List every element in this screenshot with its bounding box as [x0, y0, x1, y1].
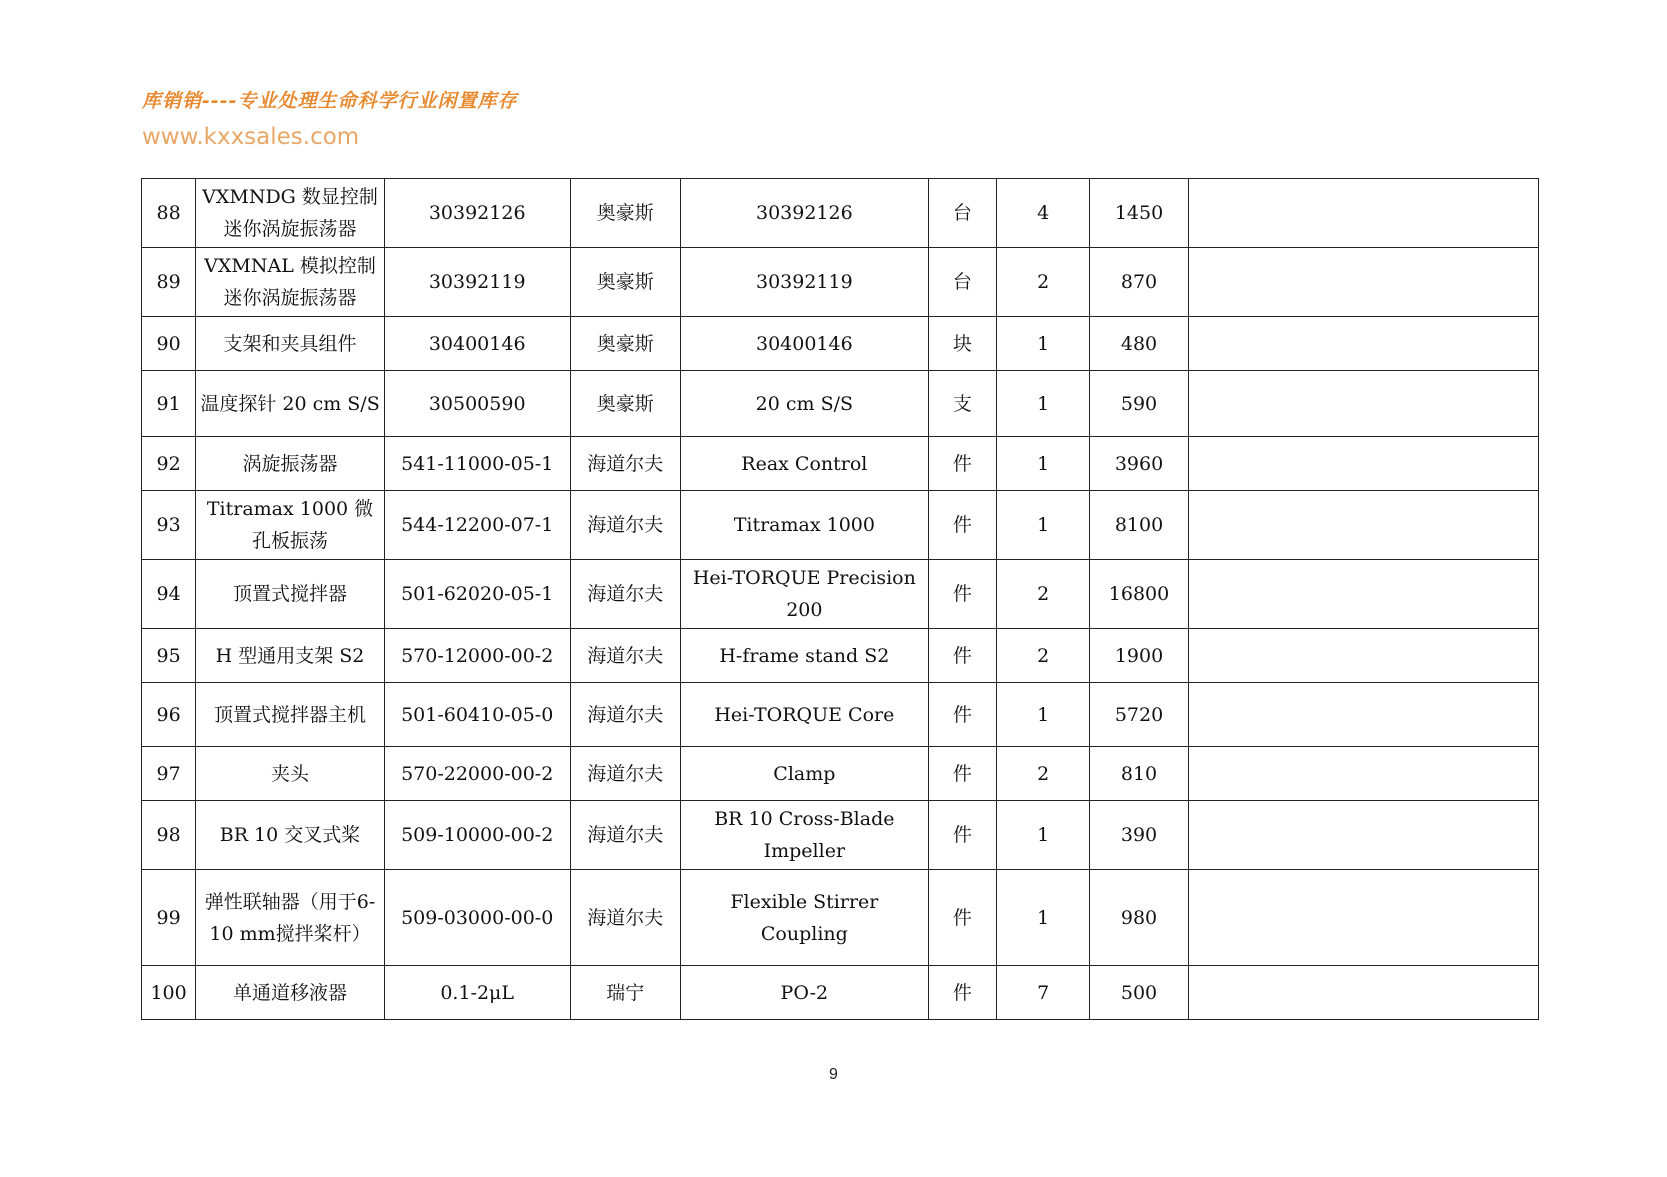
- product-code: 0.1-2μL: [384, 966, 570, 1020]
- table-row: [142, 179, 1539, 248]
- row-number: 98: [142, 801, 196, 870]
- table-row: [142, 870, 1539, 966]
- model: Titramax 1000: [680, 491, 928, 560]
- price: 5720: [1090, 683, 1188, 747]
- quantity: 1: [997, 371, 1090, 437]
- table-row: [142, 629, 1539, 683]
- model: 30392119: [680, 248, 928, 317]
- unit: 件: [928, 437, 996, 491]
- price: 16800: [1090, 560, 1188, 629]
- product-name: 弹性联轴器（用于6-10 mm搅拌桨杆）: [196, 870, 385, 966]
- product-name: 顶置式搅拌器: [196, 560, 385, 629]
- table-row: [142, 747, 1539, 801]
- brand: 海道尔夫: [570, 629, 680, 683]
- product-code: 30500590: [384, 371, 570, 437]
- price: 3960: [1090, 437, 1188, 491]
- unit: 件: [928, 966, 996, 1020]
- quantity: 2: [997, 248, 1090, 317]
- brand: 奥豪斯: [570, 248, 680, 317]
- website-url: www.kxxsales.com: [142, 124, 360, 150]
- product-name: VXMNAL 模拟控制迷你涡旋振荡器: [196, 248, 385, 317]
- table-row: [142, 966, 1539, 1020]
- unit: 件: [928, 560, 996, 629]
- note: [1188, 870, 1538, 966]
- model: Hei-TORQUE Precision 200: [680, 560, 928, 629]
- note: [1188, 491, 1538, 560]
- table-row: [142, 317, 1539, 371]
- price: 590: [1090, 371, 1188, 437]
- price: 1900: [1090, 629, 1188, 683]
- unit: 件: [928, 491, 996, 560]
- product-name: 单通道移液器: [196, 966, 385, 1020]
- row-number: 90: [142, 317, 196, 371]
- brand: 海道尔夫: [570, 437, 680, 491]
- quantity: 1: [997, 870, 1090, 966]
- quantity: 2: [997, 560, 1090, 629]
- table-row: [142, 683, 1539, 747]
- row-number: 94: [142, 560, 196, 629]
- row-number: 93: [142, 491, 196, 560]
- row-number: 96: [142, 683, 196, 747]
- product-name: 支架和夹具组件: [196, 317, 385, 371]
- quantity: 1: [997, 491, 1090, 560]
- product-code: 30400146: [384, 317, 570, 371]
- brand: 海道尔夫: [570, 801, 680, 870]
- product-code: 509-03000-00-0: [384, 870, 570, 966]
- price: 980: [1090, 870, 1188, 966]
- note: [1188, 437, 1538, 491]
- product-name: H 型通用支架 S2: [196, 629, 385, 683]
- model: Reax Control: [680, 437, 928, 491]
- brand: 海道尔夫: [570, 683, 680, 747]
- quantity: 1: [997, 683, 1090, 747]
- row-number: 99: [142, 870, 196, 966]
- note: [1188, 317, 1538, 371]
- quantity: 1: [997, 317, 1090, 371]
- table-row: [142, 437, 1539, 491]
- product-code: 501-60410-05-0: [384, 683, 570, 747]
- quantity: 2: [997, 747, 1090, 801]
- row-number: 92: [142, 437, 196, 491]
- table-row: [142, 371, 1539, 437]
- price: 810: [1090, 747, 1188, 801]
- note: [1188, 801, 1538, 870]
- note: [1188, 966, 1538, 1020]
- unit: 台: [928, 248, 996, 317]
- unit: 台: [928, 179, 996, 248]
- brand: 奥豪斯: [570, 179, 680, 248]
- brand: 海道尔夫: [570, 491, 680, 560]
- table-row: [142, 560, 1539, 629]
- unit: 件: [928, 870, 996, 966]
- model: Clamp: [680, 747, 928, 801]
- brand: 瑞宁: [570, 966, 680, 1020]
- price: 500: [1090, 966, 1188, 1020]
- price: 480: [1090, 317, 1188, 371]
- quantity: 4: [997, 179, 1090, 248]
- product-code: 570-12000-00-2: [384, 629, 570, 683]
- note: [1188, 747, 1538, 801]
- unit: 件: [928, 629, 996, 683]
- model: Flexible Stirrer Coupling: [680, 870, 928, 966]
- note: [1188, 629, 1538, 683]
- brand: 海道尔夫: [570, 870, 680, 966]
- unit: 件: [928, 801, 996, 870]
- price: 1450: [1090, 179, 1188, 248]
- row-number: 97: [142, 747, 196, 801]
- product-name: VXMNDG 数显控制迷你涡旋振荡器: [196, 179, 385, 248]
- brand: 奥豪斯: [570, 371, 680, 437]
- table-row: [142, 801, 1539, 870]
- model: PO-2: [680, 966, 928, 1020]
- row-number: 89: [142, 248, 196, 317]
- product-code: 30392119: [384, 248, 570, 317]
- unit: 支: [928, 371, 996, 437]
- product-name: 顶置式搅拌器主机: [196, 683, 385, 747]
- product-name: 涡旋振荡器: [196, 437, 385, 491]
- product-name: 温度探针 20 cm S/S: [196, 371, 385, 437]
- model: Hei-TORQUE Core: [680, 683, 928, 747]
- header-title: 库销销----专业处理生命科学行业闲置库存: [142, 90, 518, 112]
- price: 390: [1090, 801, 1188, 870]
- page-number: 9: [829, 1066, 838, 1083]
- product-code: 30392126: [384, 179, 570, 248]
- model: 30400146: [680, 317, 928, 371]
- product-code: 501-62020-05-1: [384, 560, 570, 629]
- product-code: 509-10000-00-2: [384, 801, 570, 870]
- product-code: 544-12200-07-1: [384, 491, 570, 560]
- unit: 件: [928, 683, 996, 747]
- product-name: 夹头: [196, 747, 385, 801]
- note: [1188, 560, 1538, 629]
- brand: 奥豪斯: [570, 317, 680, 371]
- product-name: Titramax 1000 微孔板振荡: [196, 491, 385, 560]
- product-name: BR 10 交叉式桨: [196, 801, 385, 870]
- model: 30392126: [680, 179, 928, 248]
- row-number: 100: [142, 966, 196, 1020]
- quantity: 1: [997, 437, 1090, 491]
- product-code: 541-11000-05-1: [384, 437, 570, 491]
- table-row: [142, 248, 1539, 317]
- model: BR 10 Cross-Blade Impeller: [680, 801, 928, 870]
- note: [1188, 683, 1538, 747]
- unit: 块: [928, 317, 996, 371]
- note: [1188, 179, 1538, 248]
- model: 20 cm S/S: [680, 371, 928, 437]
- inventory-table: [141, 178, 1539, 1020]
- product-code: 570-22000-00-2: [384, 747, 570, 801]
- table-row: [142, 491, 1539, 560]
- price: 8100: [1090, 491, 1188, 560]
- quantity: 1: [997, 801, 1090, 870]
- quantity: 7: [997, 966, 1090, 1020]
- brand: 海道尔夫: [570, 747, 680, 801]
- row-number: 88: [142, 179, 196, 248]
- note: [1188, 371, 1538, 437]
- price: 870: [1090, 248, 1188, 317]
- quantity: 2: [997, 629, 1090, 683]
- row-number: 91: [142, 371, 196, 437]
- model: H-frame stand S2: [680, 629, 928, 683]
- row-number: 95: [142, 629, 196, 683]
- note: [1188, 248, 1538, 317]
- brand: 海道尔夫: [570, 560, 680, 629]
- unit: 件: [928, 747, 996, 801]
